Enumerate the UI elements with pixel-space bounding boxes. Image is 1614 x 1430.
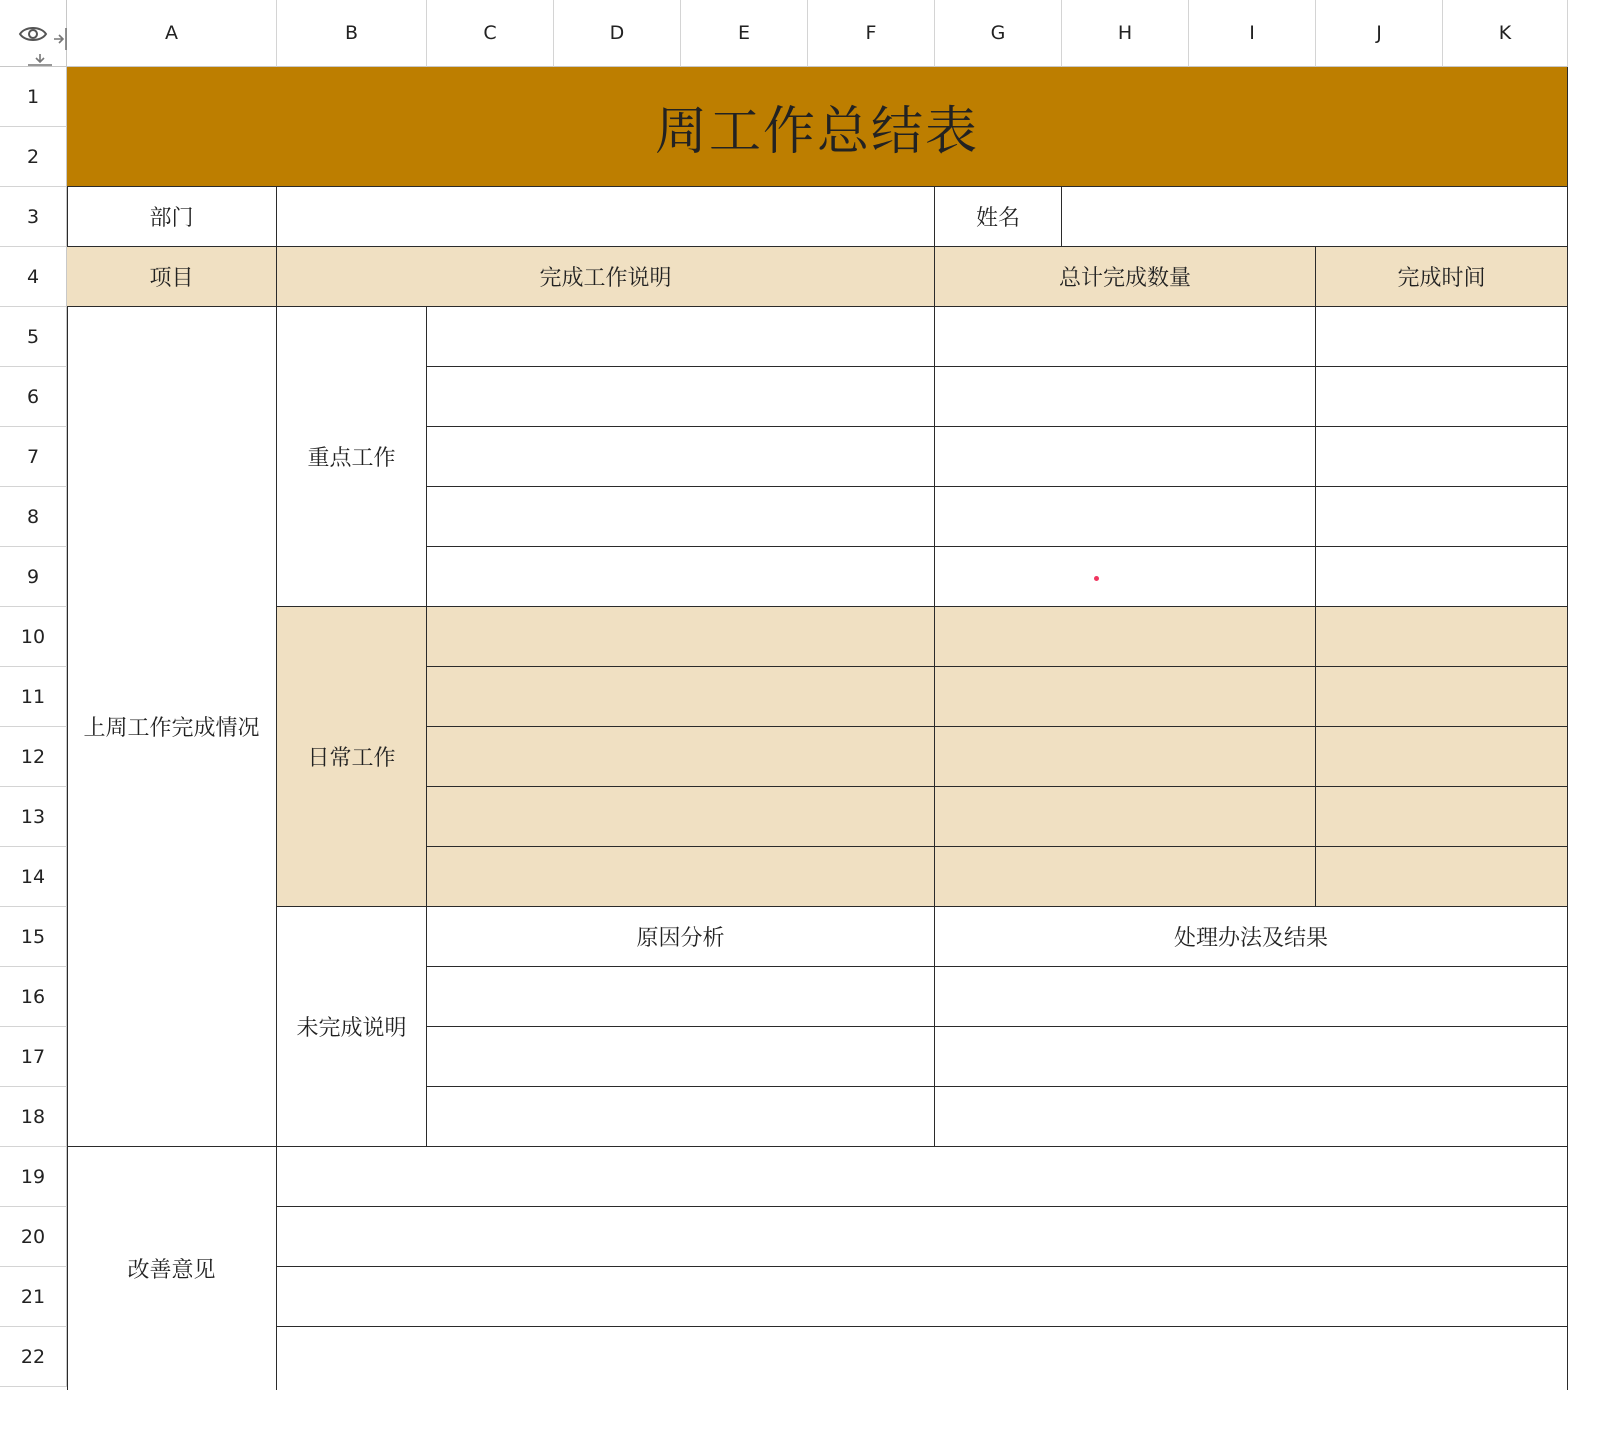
key-work-qty-cell[interactable] <box>935 427 1316 487</box>
daily-work-qty-cell[interactable] <box>935 607 1316 667</box>
key-work-desc-cell[interactable] <box>427 427 935 487</box>
header-quantity-cell[interactable]: 总计完成数量 <box>935 247 1316 307</box>
column-header-c[interactable]: C <box>427 0 554 67</box>
title-cell[interactable] <box>67 67 1568 187</box>
sheet-title: 周工作总结表 <box>654 102 979 162</box>
key-work-desc-cell[interactable] <box>427 547 935 607</box>
key-work-label-cell[interactable]: 重点工作 <box>277 307 427 607</box>
daily-work-qty-cell[interactable] <box>935 787 1316 847</box>
daily-work-desc-cell[interactable] <box>427 667 935 727</box>
key-work-qty-cell[interactable] <box>935 487 1316 547</box>
handling-result-cell[interactable] <box>935 1027 1568 1087</box>
improvement-label-cell[interactable]: 改善意见 <box>67 1147 277 1390</box>
daily-work-time-cell[interactable] <box>1316 847 1568 907</box>
row-header-8[interactable]: 8 <box>0 487 67 547</box>
row-header-15[interactable]: 15 <box>0 907 67 967</box>
row-header-10[interactable]: 10 <box>0 607 67 667</box>
key-work-desc-cell[interactable] <box>427 307 935 367</box>
daily-work-time-cell[interactable] <box>1316 727 1568 787</box>
department-label-cell[interactable]: 部门 <box>67 187 277 247</box>
daily-work-label-cell[interactable]: 日常工作 <box>277 607 427 907</box>
row-header-18[interactable]: 18 <box>0 1087 67 1147</box>
key-work-time-cell[interactable] <box>1316 367 1568 427</box>
column-header-b[interactable]: B <box>277 0 427 67</box>
column-header-e[interactable]: E <box>681 0 808 67</box>
improvement-cell[interactable] <box>277 1327 1568 1390</box>
cause-analysis-header-cell[interactable]: 原因分析 <box>427 907 935 967</box>
key-work-qty-cell[interactable] <box>935 547 1316 607</box>
daily-work-desc-cell[interactable] <box>427 787 935 847</box>
row-header-4[interactable]: 4 <box>0 247 67 307</box>
handling-result-cell[interactable] <box>935 967 1568 1027</box>
key-work-qty-cell[interactable] <box>935 307 1316 367</box>
key-work-time-cell[interactable] <box>1316 307 1568 367</box>
daily-work-desc-cell[interactable] <box>427 727 935 787</box>
row-header-13[interactable]: 13 <box>0 787 67 847</box>
key-work-desc-cell[interactable] <box>427 487 935 547</box>
cause-analysis-cell[interactable] <box>427 1087 935 1147</box>
key-work-time-cell[interactable] <box>1316 547 1568 607</box>
header-item-cell[interactable]: 项目 <box>67 247 277 307</box>
key-work-time-cell[interactable] <box>1316 427 1568 487</box>
row-header-16[interactable]: 16 <box>0 967 67 1027</box>
row-header-6[interactable]: 6 <box>0 367 67 427</box>
cause-analysis-cell[interactable] <box>427 967 935 1027</box>
row-header-2[interactable]: 2 <box>0 127 67 187</box>
department-value-cell[interactable] <box>277 187 935 247</box>
daily-work-time-cell[interactable] <box>1316 607 1568 667</box>
daily-work-qty-cell[interactable] <box>935 667 1316 727</box>
improvement-cell[interactable] <box>277 1207 1568 1267</box>
daily-work-qty-cell[interactable] <box>935 727 1316 787</box>
row-header-20[interactable]: 20 <box>0 1207 67 1267</box>
row-header-14[interactable]: 14 <box>0 847 67 907</box>
row-header-1[interactable]: 1 <box>0 67 67 127</box>
header-desc-cell[interactable]: 完成工作说明 <box>277 247 935 307</box>
column-header-g[interactable]: G <box>935 0 1062 67</box>
row-header-21[interactable]: 21 <box>0 1267 67 1327</box>
column-header-h[interactable]: H <box>1062 0 1189 67</box>
column-header-k[interactable]: K <box>1443 0 1568 67</box>
column-header-a[interactable]: A <box>67 0 277 67</box>
row-header-3[interactable]: 3 <box>0 187 67 247</box>
row-header-9[interactable]: 9 <box>0 547 67 607</box>
key-work-desc-cell[interactable] <box>427 367 935 427</box>
row-header-19[interactable]: 19 <box>0 1147 67 1207</box>
daily-work-desc-cell[interactable] <box>427 847 935 907</box>
cause-analysis-cell[interactable] <box>427 1027 935 1087</box>
daily-work-time-cell[interactable] <box>1316 787 1568 847</box>
row-header-11[interactable]: 11 <box>0 667 67 727</box>
header-time-cell[interactable]: 完成时间 <box>1316 247 1568 307</box>
daily-work-qty-cell[interactable] <box>935 847 1316 907</box>
row-header-12[interactable]: 12 <box>0 727 67 787</box>
key-work-qty-cell[interactable] <box>935 367 1316 427</box>
key-work-time-cell[interactable] <box>1316 487 1568 547</box>
handling-result-header-cell[interactable]: 处理办法及结果 <box>935 907 1568 967</box>
column-header-f[interactable]: F <box>808 0 935 67</box>
daily-work-desc-cell[interactable] <box>427 607 935 667</box>
incomplete-label-cell[interactable]: 未完成说明 <box>277 907 427 1147</box>
column-header-d[interactable]: D <box>554 0 681 67</box>
row-header-5[interactable]: 5 <box>0 307 67 367</box>
row-header-17[interactable]: 17 <box>0 1027 67 1087</box>
improvement-cell[interactable] <box>277 1147 1568 1207</box>
row-header-22[interactable]: 22 <box>0 1327 67 1387</box>
improvement-cell[interactable] <box>277 1267 1568 1327</box>
cursor-dot <box>1094 576 1099 581</box>
column-header-i[interactable]: I <box>1189 0 1316 67</box>
name-label-cell[interactable]: 姓名 <box>935 187 1062 247</box>
column-header-j[interactable]: J <box>1316 0 1443 67</box>
eye-icon[interactable] <box>18 24 48 44</box>
daily-work-time-cell[interactable] <box>1316 667 1568 727</box>
last-week-section-cell[interactable]: 上周工作完成情况 <box>67 307 277 1147</box>
name-value-cell[interactable] <box>1062 187 1568 247</box>
handling-result-cell[interactable] <box>935 1087 1568 1147</box>
row-header-7[interactable]: 7 <box>0 427 67 487</box>
